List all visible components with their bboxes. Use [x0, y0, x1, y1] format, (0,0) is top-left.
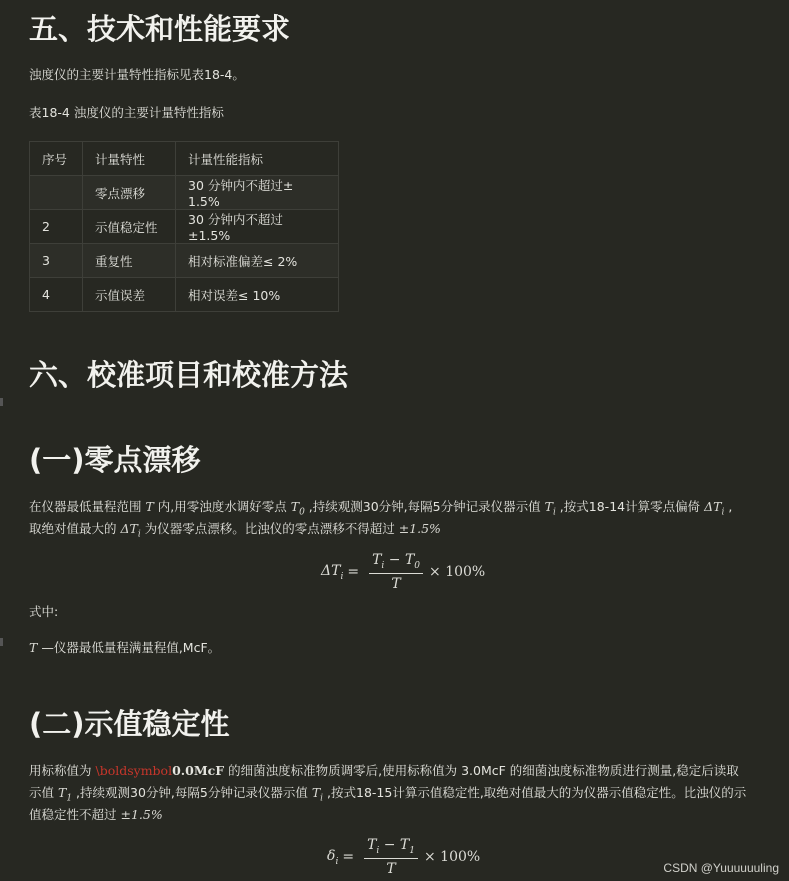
scroll-marker	[0, 638, 3, 646]
formula-18-14: $\Delta T_i$ = $\frac{T_i - T_0}{T}$ × 100%	[321, 552, 486, 592]
formula-18-15: $\delta_i$ = $\frac{T_i - T_1}{T}$ × 100%	[327, 837, 481, 877]
cell-no: 4	[30, 278, 83, 312]
section-5-intro: 浊度仪的主要计量特性指标见表18-4。	[29, 67, 245, 82]
sub1-paragraph-line2: 取绝对值最大的 $\Delta T_i$ 为仪器零点漂移。比浊仪的零点漂移不得超过 ±1.5%	[29, 521, 441, 540]
section-5-title: 五、技术和性能要求	[29, 12, 291, 46]
math-Ti: $T_i$	[544, 499, 556, 518]
math-standard-value: 0.0McF	[172, 763, 225, 778]
cell-feature: 重复性	[83, 244, 176, 278]
cell-feature: 示值稳定性	[83, 210, 176, 244]
table-row	[30, 210, 339, 244]
header-spec: 计量性能指标	[176, 142, 339, 176]
formula-fraction: $\frac{T_i - T_0}{T}$	[369, 552, 423, 592]
math-T0: $T_0$	[290, 499, 305, 518]
cell-spec: 30 分钟内不超过 ±1.5%	[176, 210, 339, 244]
table-header-row	[30, 142, 339, 176]
sub2-paragraph-line2: 示值 $T_1$ ,持续观测30分钟,每隔5分钟记录仪器示值 $T_i$ ,按式18-15计算示值稳定性,取绝对值最大的为仪器示值稳定性。比浊仪的示	[29, 785, 747, 804]
subsection-1-title: (一)零点漂移	[29, 443, 201, 477]
math-T1: $T_1$	[57, 785, 73, 804]
table-row	[30, 244, 339, 278]
formula-tail: × 100%	[429, 563, 486, 580]
header-no: 序号	[30, 142, 83, 176]
definition-T: T —仪器最低量程满量程值,McF。	[29, 640, 221, 655]
header-feature: 计量特性	[83, 142, 176, 176]
math-Ti: $T_i$	[311, 785, 324, 804]
cell-no: 2	[30, 210, 83, 244]
sub2-paragraph-line3: 值稳定性不超过 ±1.5%	[29, 807, 163, 822]
formula-lhs: $\delta_i$	[327, 847, 339, 867]
formula-fraction: $\frac{T_i - T_1}{T}$	[364, 837, 418, 877]
cell-no	[30, 176, 83, 210]
math-T: T	[29, 640, 38, 655]
table-caption: 表18-4 浊度仪的主要计量特性指标	[29, 105, 224, 120]
cell-feature: 示值误差	[83, 278, 176, 312]
math-T: T	[145, 499, 154, 514]
formula-tail: × 100%	[424, 848, 481, 865]
math-tolerance: ±1.5%	[398, 521, 441, 536]
math-delta-Ti: $\Delta T_i$	[120, 521, 141, 540]
formula-lhs: $\Delta T_i$	[321, 562, 344, 582]
cell-spec: 30 分钟内不超过± 1.5%	[176, 176, 339, 210]
table-row	[30, 176, 339, 210]
spec-table	[29, 141, 339, 312]
scroll-marker	[0, 398, 3, 406]
sub1-paragraph-line1: 在仪器最低量程范围 T 内,用零浊度水调好零点 $T_0$ ,持续观测30分钟,每隔5分钟记录仪器示值 $T_i$ ,按式18-14计算零点偏倚 $\Delta T_i$ ,	[29, 499, 733, 518]
cell-spec: 相对标准偏差≤ 2%	[176, 244, 339, 278]
sub2-paragraph-line1: 用标称值为 \boldsymbol0.0McF 的细菌浊度标准物质调零后,使用标称值为 3.0McF 的细菌浊度标准物质进行测量,稳定后读取	[29, 763, 739, 778]
cell-feature: 零点漂移	[83, 176, 176, 210]
math-delta-Ti: $\Delta T_i$	[704, 499, 725, 518]
math-tolerance: ±1.5%	[120, 807, 163, 822]
table-row	[30, 278, 339, 312]
latex-error-text: \boldsymbol	[95, 763, 173, 778]
csdn-watermark: CSDN @Yuuuuuuling	[663, 861, 779, 875]
cell-spec: 相对误差≤ 10%	[176, 278, 339, 312]
where-label: 式中:	[29, 604, 59, 619]
cell-no: 3	[30, 244, 83, 278]
section-6-title: 六、校准项目和校准方法	[29, 358, 349, 392]
subsection-2-title: (二)示值稳定性	[29, 707, 230, 741]
